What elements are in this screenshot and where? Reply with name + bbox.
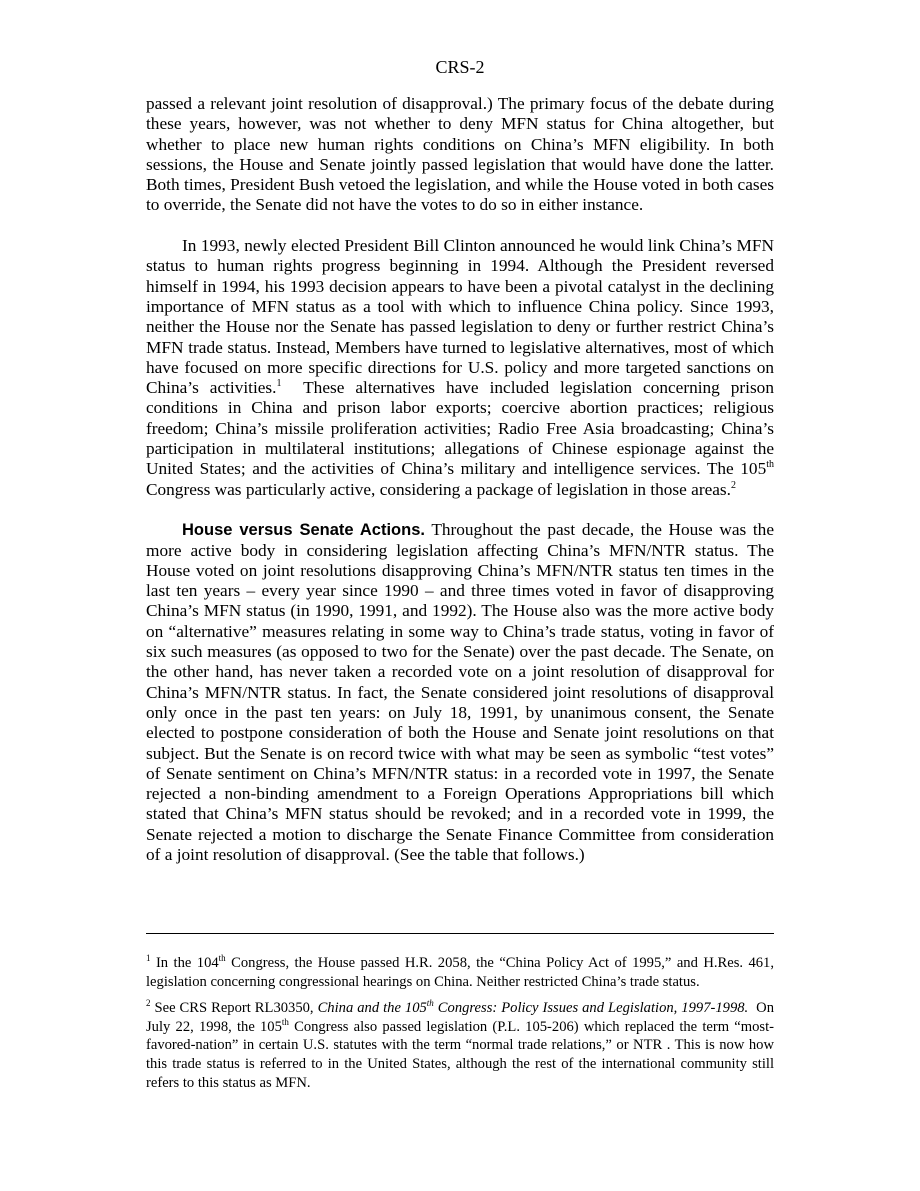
- footnote-ref-2[interactable]: 2: [730, 479, 736, 491]
- ordinal-suffix: th: [218, 953, 226, 964]
- ordinal-suffix: th: [281, 1016, 289, 1027]
- footnote-divider: [146, 933, 774, 934]
- footnote-ref-1[interactable]: 1: [276, 378, 282, 390]
- ordinal-suffix: th: [766, 459, 774, 471]
- footnote-1-number: 1: [146, 953, 151, 964]
- footnote-2-text-c: Congress also passed legislation (P.L. 105-206) which replaced the term “most-favored-nation” in certain U.S. statutes with the term “normal trade relations,” or NTR . This is now how this trade status is referred to in the United States, although the rest of the international community still refers to this status as MFN.: [146, 1018, 774, 1091]
- footnote-2: [146, 999, 774, 1092]
- report-title-part-a: China and the 105: [317, 1000, 427, 1017]
- ordinal-suffix: th: [426, 998, 434, 1009]
- footnote-2-text-b: On July 22, 1998, the 105: [146, 1000, 775, 1035]
- paragraph-2-part-b: These alternatives have included legislation concerning prison conditions in China and prison labor exports; coercive abortion practices; religious freedom; China’s missile proliferation activities; Radio Free Asia broadcasting; China’s participation in multilateral institutions; allegations of Chinese espionage against the United States; and the activities of China’s military and intelligence services. The 105: [146, 378, 774, 479]
- paragraph-3: [146, 520, 774, 865]
- footnote-2-text-a: See CRS Report RL30350,: [154, 1000, 314, 1017]
- paragraph-3-body: Throughout the past decade, the House was the more active body in considering legislation affecting China’s MFN/NTR status. The House voted on joint resolutions disapproving China’s MFN/NTR status ten times in the last ten years – every year since 1990 – and three times voted in favor of disapproving China’s MFN status (in 1990, 1991, and 1992). The House also was the more active body on “alternative” measures relating in some way to China’s trade status, voting in favor of six such measures (as opposed to two for the Senate) over the past decade. The Senate, on the other hand, has never taken a recorded vote on a joint resolution of disapproval for China’s MFN/NTR status. In fact, the Senate considered joint resolutions of disapproval only once in the past ten years: on July 18, 1991, by unanimous consent, the Senate elected to postpone consideration of both the House and Senate joint resolutions on that subject. But the Senate is on record twice with what may be seen as symbolic “test votes” of Senate sentiment on China’s MFN/NTR status: in a recorded vote in 1997, the Senate rejected a non-binding amendment to a Foreign Operations Appropriations bill which stated that China’s MFN status should be revoked; and in a recorded vote in 1999, the Senate rejected a motion to discharge the Senate Finance Committee from consideration of a joint resolution of disapproval. (See the table that follows.): [146, 520, 774, 864]
- report-title: [318, 1000, 749, 1016]
- footnote-1-text-a: In the 104: [155, 955, 219, 971]
- footnote-1-text-b: Congress, the House passed H.R. 2058, the “China Policy Act of 1995,” and H.Res. 461, legislation concerning congressional hearings on China. Neither restricted China’s trade status.: [146, 955, 775, 990]
- report-title-part-b: Congress: Policy Issues and Legislation, 1997-1998.: [437, 1000, 749, 1017]
- page-header: CRS-2: [435, 57, 485, 77]
- body-text: [146, 94, 774, 886]
- footnote-1: [146, 954, 774, 991]
- footnotes: [146, 954, 774, 1100]
- paragraph-1: passed a relevant joint resolution of disapproval.) The primary focus of the debate during these years, however, was not whether to deny MFN status for China altogether, but whether to place new human rights conditions on China’s MFN eligibility. In both sessions, the House and Senate jointly passed legislation that would have done the latter. Both times, President Bush vetoed the legislation, and while the House voted in both cases to override, the Senate did not have the votes to do so in either instance.: [146, 94, 774, 215]
- footnote-2-number: 2: [146, 998, 151, 1009]
- paragraph-2-part-c: Congress was particularly active, considering a package of legislation in those areas.: [146, 479, 731, 499]
- paragraph-2: [146, 236, 774, 500]
- section-heading: House versus Senate Actions.: [182, 521, 425, 540]
- paragraph-2-part-a: In 1993, newly elected President Bill Clinton announced he would link China’s MFN status to human rights progress beginning in 1994. Although the President reversed himself in 1994, his 1993 decision appears to have been a pivotal catalyst in the declining importance of MFN status as a tool with which to influence China policy. Since 1993, neither the House nor the Senate has passed legislation to deny or further restrict China’s MFN trade status. Instead, Members have turned to legislative alternatives, most of which have focused on more specific directions for U.S. policy and more targeted sanctions on China’s activities.: [146, 236, 774, 398]
